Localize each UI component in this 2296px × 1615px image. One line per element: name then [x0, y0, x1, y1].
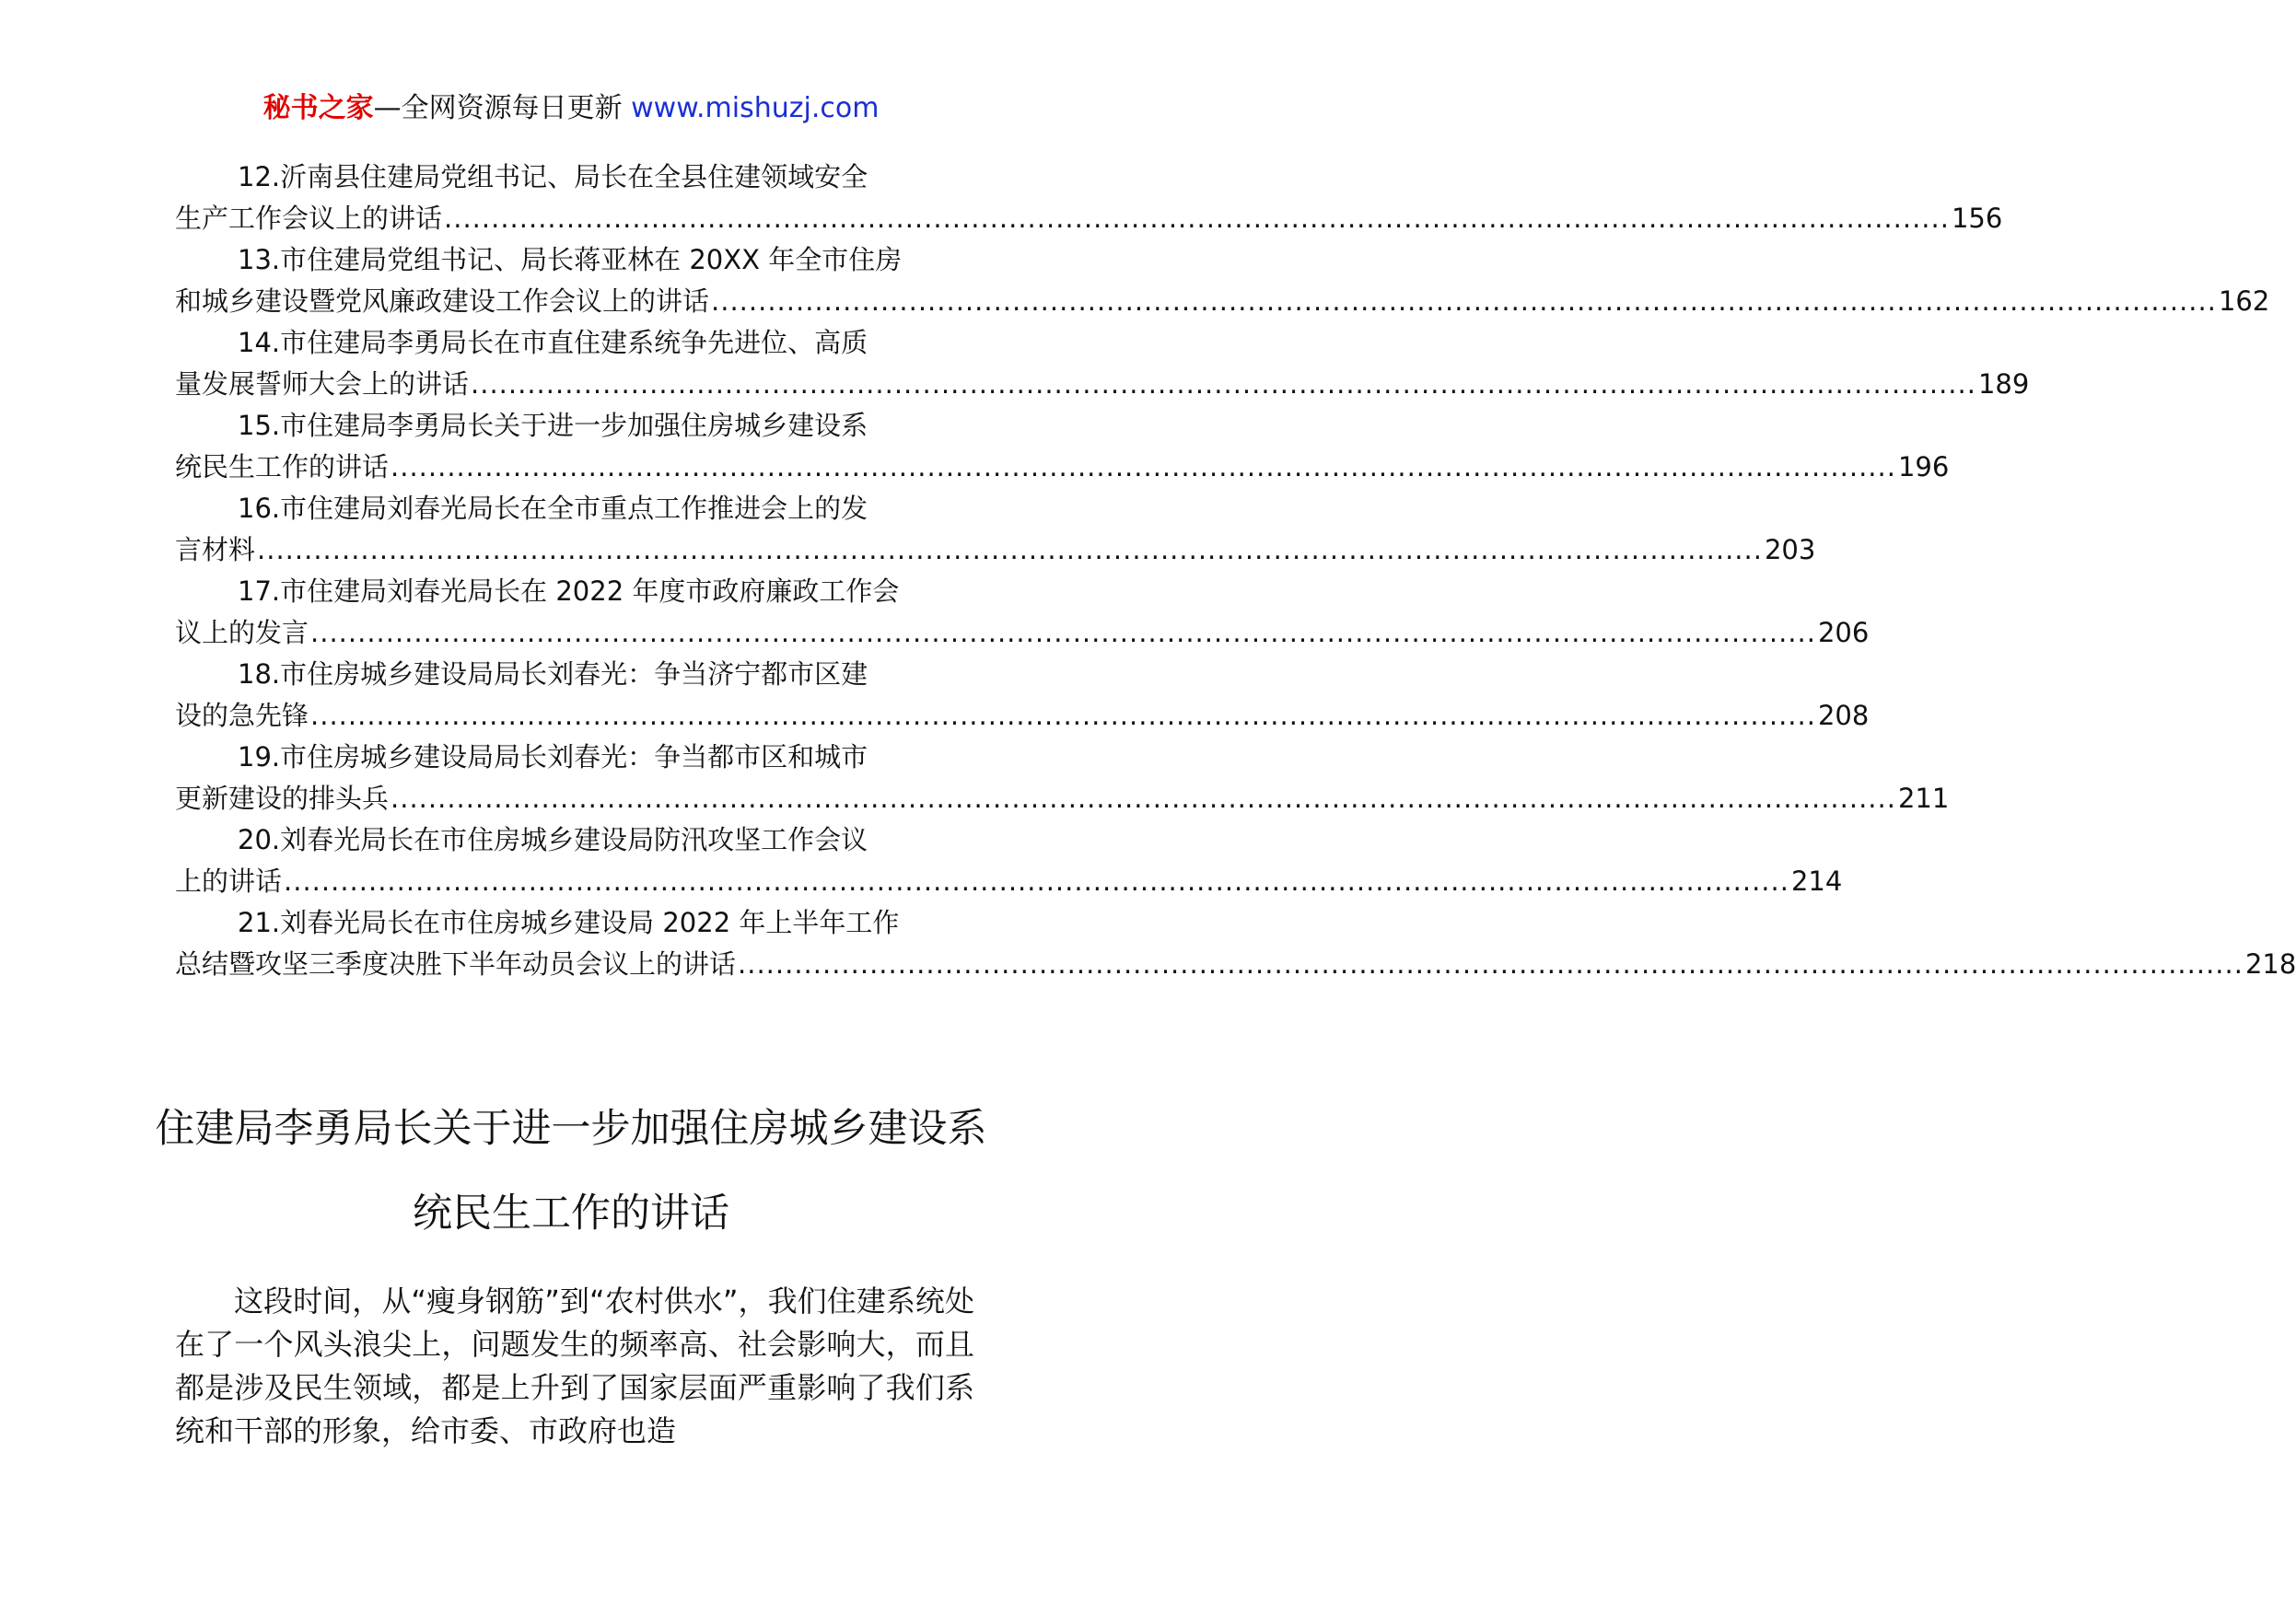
toc-entry-title-line: 20.刘春光局长在市住房城乡建设局防汛攻坚工作会议	[238, 824, 868, 855]
toc-entry-title-continued: 言材料	[175, 534, 256, 565]
toc-entry-title-continued: 生产工作会议上的讲话	[175, 203, 443, 234]
dot-leader: ................................................................................................................................................................	[471, 368, 1976, 400]
toc-entry[interactable]	[175, 488, 1816, 571]
toc-entry-title-line: 18.市住房城乡建设局局长刘春光：争当济宁都市区建	[238, 658, 868, 690]
toc-entry-title-line: 13.市住建局党组书记、局长蒋亚林在 20XX 年全市住房	[238, 244, 903, 275]
article-title: 住建局李勇局长关于进一步加强住房城乡建设系统民生工作的讲话	[155, 1106, 987, 1237]
toc-entry-title-line: 21.刘春光局长在市住房城乡建设局 2022 年上半年工作	[238, 907, 900, 938]
toc-page-number: 196	[1897, 451, 1950, 482]
dot-leader: ................................................................................................................................................................	[310, 700, 1816, 731]
dot-leader: ................................................................................................................................................................	[284, 866, 1789, 897]
dot-leader: ................................................................................................................................................................	[390, 783, 1896, 814]
toc-entry-title-continued: 总结暨攻坚三季度决胜下半年动员会议上的讲话	[175, 948, 737, 980]
toc-page-number: 208	[1817, 700, 1870, 731]
toc-entry[interactable]	[175, 654, 1870, 737]
table-of-contents	[175, 157, 2296, 985]
dot-leader: ................................................................................................................................................................	[738, 948, 2244, 980]
header-tagline: —全网资源每日更新	[373, 92, 623, 124]
toc-entry-title-line: 16.市住建局刘春光局长在全市重点工作推进会上的发	[238, 493, 868, 524]
toc-page-number: 203	[1764, 534, 1816, 565]
toc-entry-title-line: 14.市住建局李勇局长在市直住建系统争先进位、高质	[238, 327, 868, 358]
dot-leader: ................................................................................................................................................................	[310, 617, 1816, 648]
toc-entry[interactable]	[175, 322, 2030, 405]
dot-leader: ................................................................................................................................................................	[390, 451, 1896, 482]
dot-leader: ................................................................................................................................................................	[711, 285, 2217, 317]
toc-entry[interactable]	[175, 737, 1950, 819]
dot-leader: ................................................................................................................................................................	[444, 203, 1950, 234]
toc-page-number: 162	[2218, 285, 2270, 317]
toc-page-number: 206	[1817, 617, 1870, 648]
toc-entry-title-continued: 设的急先锋	[175, 700, 309, 731]
toc-entry-title-continued: 议上的发言	[175, 617, 309, 648]
toc-entry-title-line: 17.市住建局刘春光局长在 2022 年度市政府廉政工作会	[238, 575, 900, 607]
toc-page-number: 211	[1897, 783, 1950, 814]
toc-entry[interactable]	[175, 405, 1950, 488]
site-url-link[interactable]: www.mishuzj.com	[631, 92, 880, 124]
toc-page-number: 214	[1790, 866, 1843, 897]
brand-name: 秘书之家	[262, 92, 374, 124]
toc-entry[interactable]	[175, 819, 1843, 902]
toc-entry-title-line: 19.市住房城乡建设局局长刘春光：争当都市区和城市	[238, 741, 868, 773]
toc-entry-title-continued: 统民生工作的讲话	[175, 451, 390, 482]
article-paragraph: 这段时间，从“瘦身钢筋”到“农村供水”，我们住建系统处在了一个风头浪尖上，问题发生的频率高、社会影响大，而且都是涉及民生领域，都是上升到了国家层面严重影响了我们系统和干部的形象，给市委、市政府也造	[175, 1284, 974, 1448]
toc-page-number: 189	[1977, 368, 2030, 400]
site-header	[0, 90, 1142, 127]
toc-entry-title-continued: 更新建设的排头兵	[175, 783, 390, 814]
toc-entry-title-line: 12.沂南县住建局党组书记、局长在全县住建领域安全	[238, 161, 868, 192]
toc-entry-title-continued: 和城乡建设暨党风廉政建设工作会议上的讲话	[175, 285, 710, 317]
dot-leader: ................................................................................................................................................................	[257, 534, 1763, 565]
toc-entry[interactable]	[175, 157, 2003, 239]
toc-entry[interactable]	[175, 239, 2270, 322]
toc-entry-title-line: 15.市住建局李勇局长关于进一步加强住房城乡建设系	[238, 410, 868, 441]
toc-entry[interactable]	[175, 571, 1870, 654]
toc-entry-title-continued: 上的讲话	[175, 866, 283, 897]
toc-page-number: 156	[1951, 203, 2003, 234]
toc-entry-title-continued: 量发展誓师大会上的讲话	[175, 368, 470, 400]
toc-entry[interactable]	[175, 902, 2296, 985]
toc-page-number: 218	[2244, 948, 2296, 980]
